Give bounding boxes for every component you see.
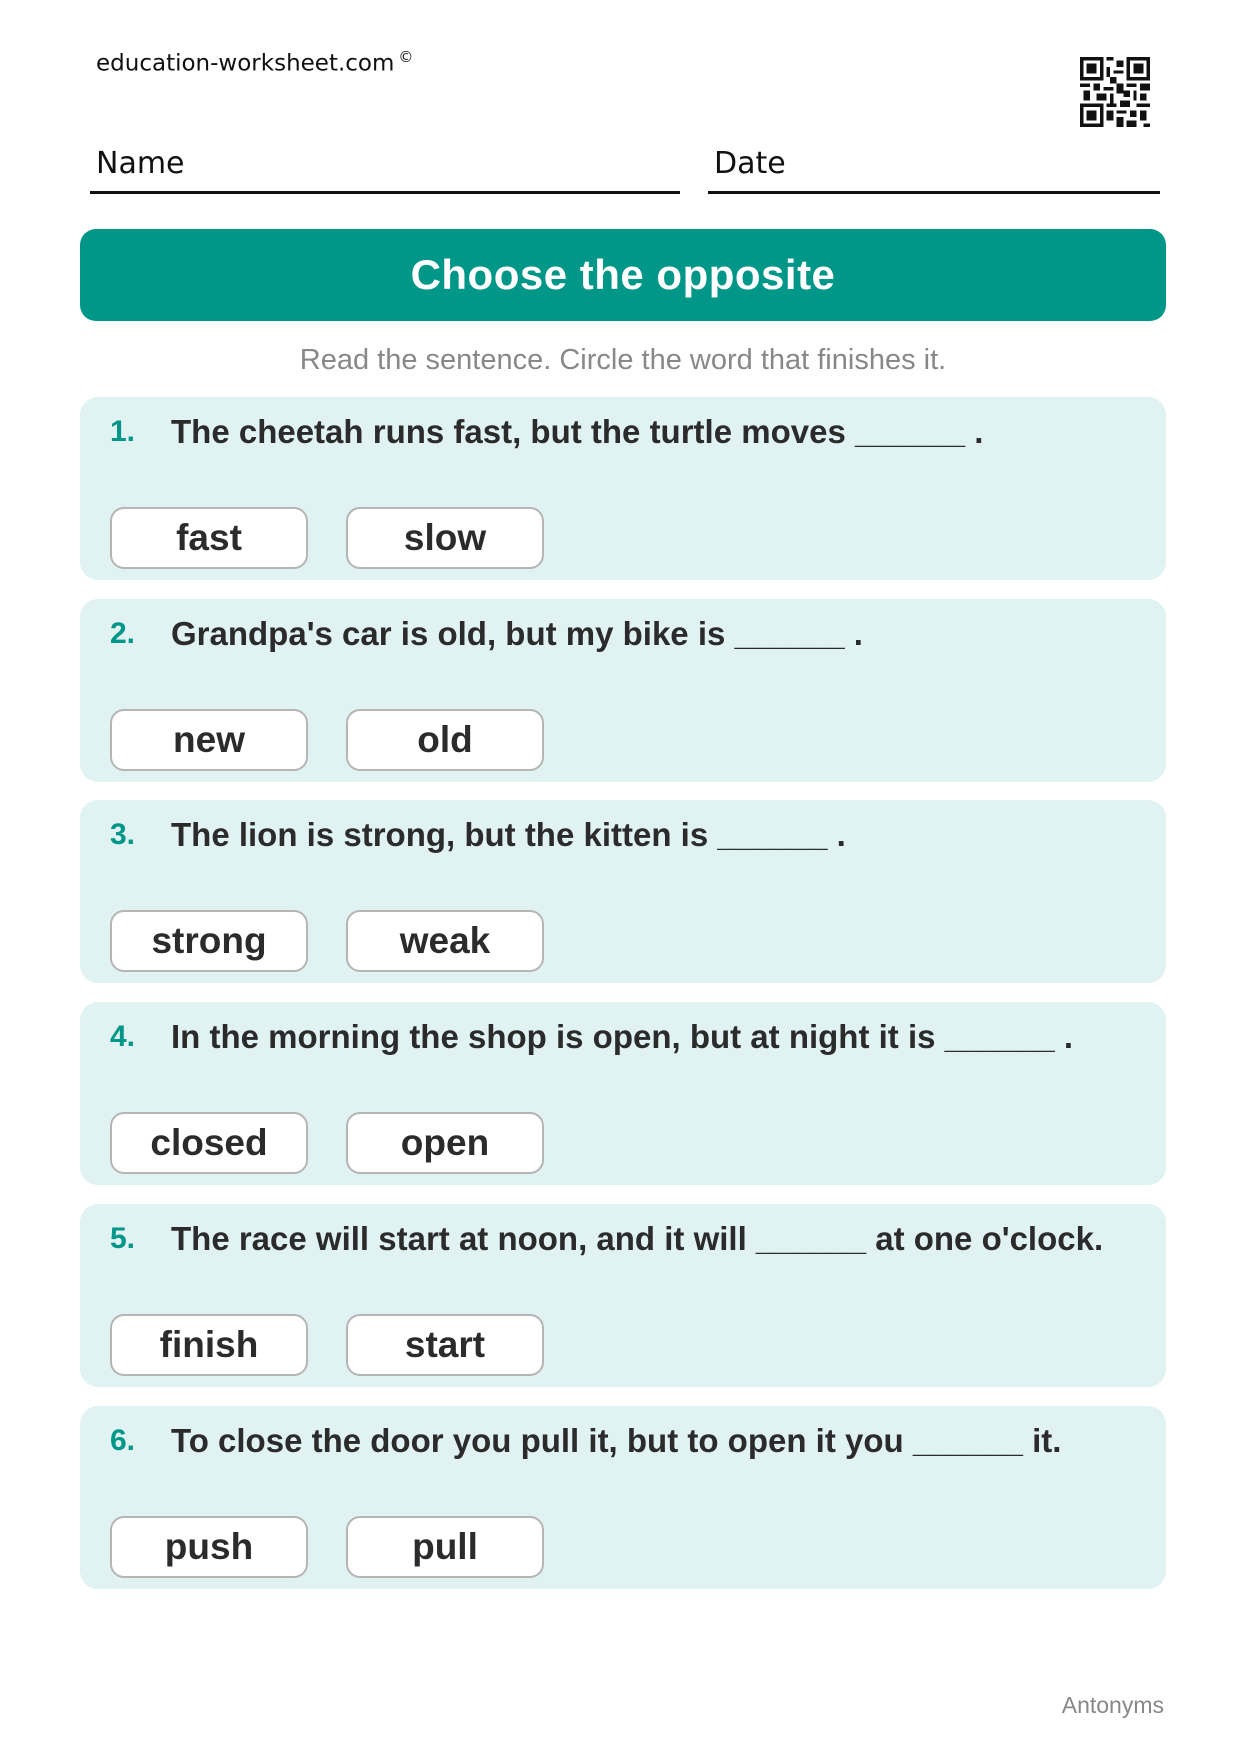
question-card-3: [80, 800, 1166, 983]
question-text: The race will start at noon, and it will ______ at one o'clock.: [171, 1220, 1104, 1257]
option-button[interactable]: finish: [110, 1314, 308, 1376]
option-button[interactable]: pull: [346, 1516, 544, 1578]
question-card-6: [80, 1406, 1166, 1589]
question-card-4: [80, 1002, 1166, 1185]
option-button[interactable]: weak: [346, 910, 544, 972]
qr-code-icon: [1080, 57, 1150, 127]
option-button[interactable]: push: [110, 1516, 308, 1578]
option-button[interactable]: old: [346, 709, 544, 771]
question-number: 6.: [110, 1424, 136, 1457]
page-title: Choose the opposite: [410, 251, 836, 298]
option-button[interactable]: fast: [110, 507, 308, 569]
date-field[interactable]: [708, 140, 1160, 194]
question-number: 2.: [110, 617, 136, 650]
question-number: 1.: [110, 415, 136, 448]
option-button[interactable]: strong: [110, 910, 308, 972]
option-button[interactable]: open: [346, 1112, 544, 1174]
footer-topic: Antonyms: [1061, 1692, 1164, 1718]
site-name: education-worksheet.com ©: [96, 48, 414, 77]
question-text: The lion is strong, but the kitten is ______ .: [171, 816, 846, 853]
option-button[interactable]: start: [346, 1314, 544, 1376]
question-card-1: [80, 397, 1166, 580]
title-banner: [80, 229, 1166, 321]
option-button[interactable]: new: [110, 709, 308, 771]
question-text: The cheetah runs fast, but the turtle moves ______ .: [171, 413, 984, 450]
question-card-5: [80, 1204, 1166, 1387]
instructions: Read the sentence. Circle the word that finishes it.: [299, 344, 947, 376]
question-text: To close the door you pull it, but to open it you ______ it.: [171, 1422, 1062, 1459]
copyright-mark: ©: [398, 48, 414, 66]
question-card-2: [80, 599, 1166, 782]
option-button[interactable]: closed: [110, 1112, 308, 1174]
question-number: 4.: [110, 1020, 136, 1053]
question-number: 3.: [110, 818, 136, 851]
name-label: Name: [96, 146, 185, 181]
option-button[interactable]: slow: [346, 507, 544, 569]
question-text: Grandpa's car is old, but my bike is ______ .: [171, 615, 863, 652]
date-label: Date: [714, 146, 786, 181]
question-text: In the morning the shop is open, but at night it is ______ .: [171, 1018, 1074, 1055]
question-number: 5.: [110, 1222, 136, 1255]
name-field[interactable]: [90, 140, 680, 194]
